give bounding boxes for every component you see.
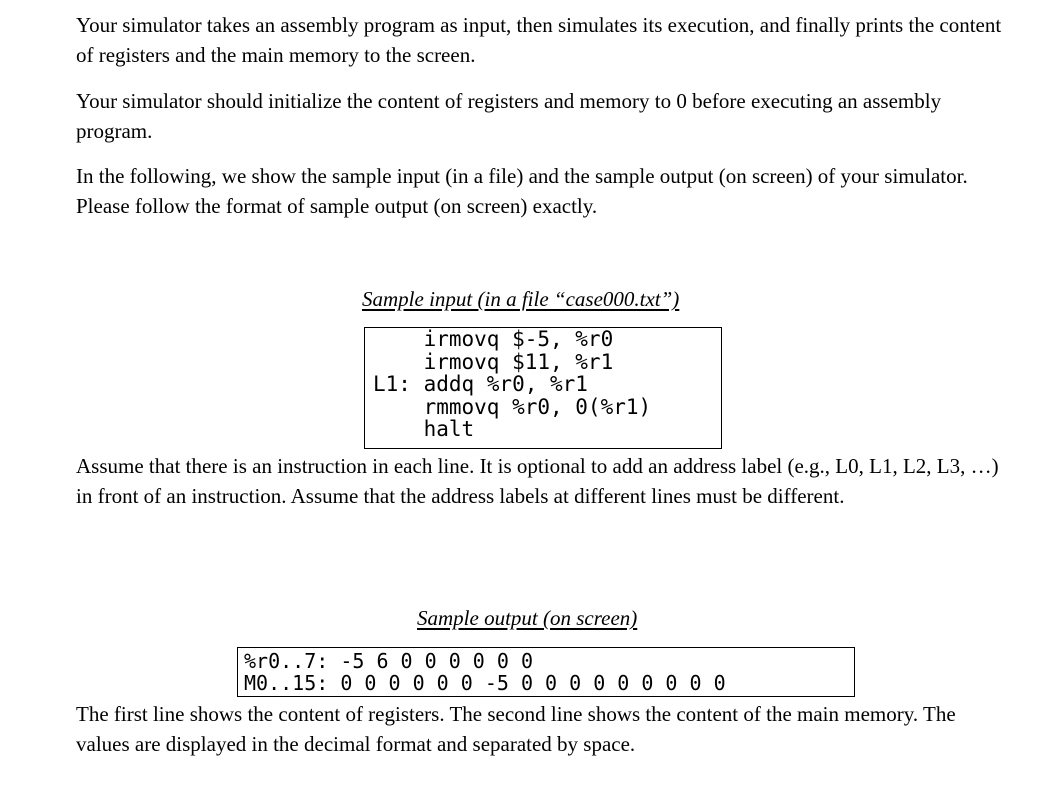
output-code-line: M0..15: 0 0 0 0 0 0 -5 0 0 0 0 0 0 0 0 0 bbox=[244, 671, 726, 695]
input-code-line: rmmovq %r0, 0(%r1) bbox=[373, 394, 652, 419]
paragraph-intro: Your simulator takes an assembly program as input, then simulates its execution, and finally prints the content of registers and the main memory to the screen. bbox=[76, 13, 1002, 67]
output-code-line: %r0..7: -5 6 0 0 0 0 0 0 bbox=[244, 649, 533, 673]
paragraph-explanation: The first line shows the content of registers. The second line shows the content of the main memory. The values are displayed in the decimal format and separated by space. bbox=[76, 702, 956, 756]
paragraph-assume: Assume that there is an instruction in each line. It is optional to add an address label (e.g., L0, L1, L2, L3, …) in front of an instruction. Assume that the address labels at different lines must be different. bbox=[76, 454, 999, 508]
sample-output-caption: Sample output (on screen) bbox=[417, 606, 638, 630]
input-code-line: irmovq $11, %r1 bbox=[373, 349, 614, 374]
sample-input-code-box bbox=[364, 327, 722, 449]
sample-output-code-box bbox=[237, 647, 855, 697]
paragraph-initialize: Your simulator should initialize the content of registers and memory to 0 before executing an assembly program. bbox=[76, 89, 942, 143]
paragraph-following: In the following, we show the sample input (in a file) and the sample output (on screen) of your simulator. Please follow the format of sample output (on screen) exactly. bbox=[76, 164, 968, 218]
input-code-line: halt bbox=[373, 417, 475, 441]
input-code-line: irmovq $-5, %r0 bbox=[373, 327, 614, 351]
sample-input-caption: Sample input (in a file “case000.txt”) bbox=[362, 287, 680, 311]
input-code-line: L1: addq %r0, %r1 bbox=[373, 372, 588, 396]
